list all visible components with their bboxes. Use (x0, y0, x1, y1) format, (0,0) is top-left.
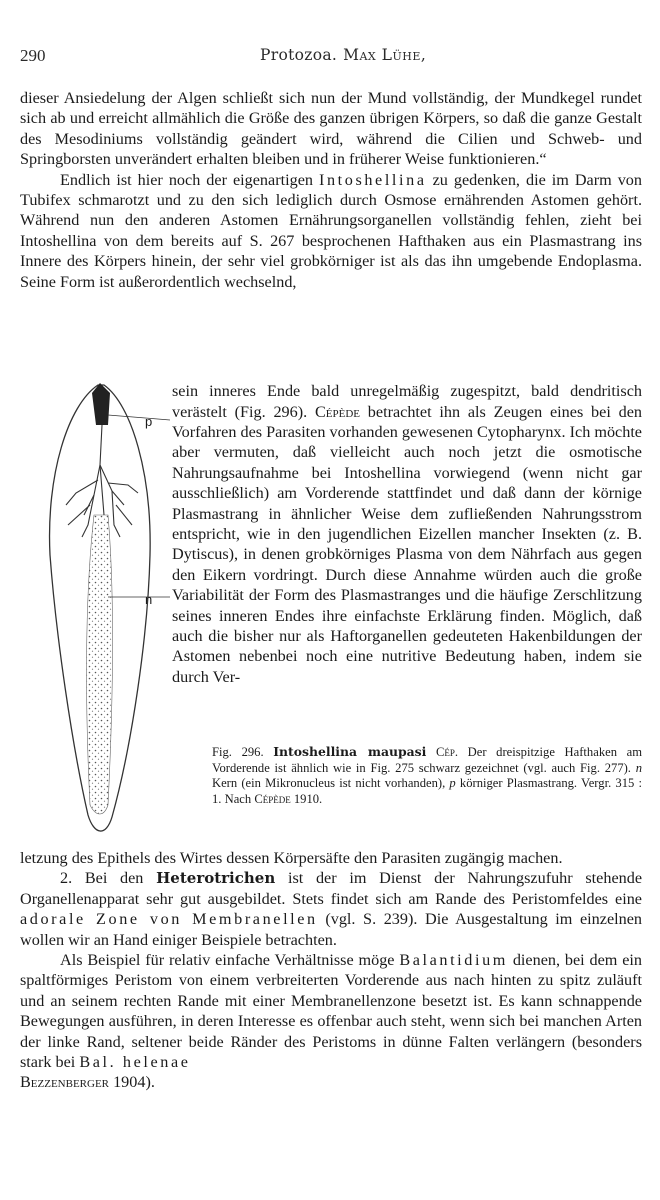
page-number: 290 (20, 46, 46, 65)
hook (92, 383, 110, 425)
nucleus (87, 515, 113, 814)
paragraph-intoshellina: Endlich ist hier noch der eigenartigen Intoshellina zu gedenken, die im Darm von Tubifex schmarotzt und zu den sich lediglich durch Osmose ernährenden Astomen gehört. Während nun den anderen Astomen Ernährungsorganellen vollständig fehlen, zieht bei Intoshellina von dem bereits auf S. 267 besprochenen Hafthaken aus ein Plasmastrang ins Innere des Körpers hinein, der sehr viel grobkörniger ist als das ihn umgebende Endoplasma. Seine Form ist außerordentlich wechselnd, (20, 170, 642, 291)
author-name: Max Lühe, (343, 46, 427, 64)
paragraph-continuation: dieser Ansiedelung der Algen schließt sich nun der Mund vollständig, der Mundkegel rundet sich ab und erreicht allmählich die Größe des ganzen übrigen Körpers, so daß die ganze Gestalt des Mesodiniums vollständig geändert wird, während die Cilien und Schweb- und Springborsten unverändert erhalten bleiben und in früherer Weise funktionieren.“ (20, 89, 642, 169)
page-header (20, 46, 640, 70)
figure-label-n: n (145, 592, 153, 607)
paragraph-balantidium: Als Beispiel für relativ einfache Verhältnisse möge Balantidium dienen, bei dem ein spaltförmiges Peristom von einem verbreiterten Vorderende aus nach hinten zu spitz zuläuft und an seinem rechten Rande mit einer Membranellenzone besetzt ist. Es kann schnappende Bewegungen ausführen, in deren Interesse es offenbar auch steht, wenn sich bei manchen Arten der linke Rand, seltener beide Ränder des Peristoms in dünne Falten verlängern (besonders stark bei Bal. helenae Bezzenberger 1904). (20, 951, 642, 1092)
term-heterotrichen: Heterotrichen (156, 869, 276, 888)
paragraph-continuation-bottom: letzung des Epithels des Wirtes dessen Körpersäfte den Parasiten zugängig machen. (20, 849, 563, 867)
paragraph-wrapped: sein inneres Ende bald unregelmäßig zugespitzt, bald dendritisch verästelt (Fig. 296). Cépède betrachtet ihn als Zeugen eines bei den Vorfahren des Parasiten vorhanden gewesenen Cytopharynx. Ich möchte aber vermuten, daß vielleicht auch noch jetzt die osmotische Nahrungsaufnahme bei Intoshellina vorwiegend (wenn nicht gar ausschließlich) am Vorderende stattfindet und daß dann der körnige Plasmastrang in ähnlicher Weise dem zufließenden Nahrungsstrom entspricht, wie in den jugendlichen Eizellen mancher Insekten (z. B. Dytiscus), in denen grobkörniges Plasma von dem Nährfach aus gegen den Eikern vordringt. Durch diese Annahme würden auch die große Variabilität der Form des Plasmastranges und die häufige Zerschlitzung seines inneren Endes ihre einfachste Erklärung finden. Möglich, daß auch die bisher nur als Haftorganellen gedeuteten Hakenbildungen der Astomen nebenbei noch eine nutritive Bedeutung haben, indem sie durch Ver- (172, 382, 642, 686)
author-cepede: Cépède (314, 402, 360, 421)
genus-intoshellina: Intoshellina (318, 170, 427, 189)
species-bal-helenae: Bal. helenae (79, 1053, 191, 1072)
caption-source: Cépède 1910. (254, 791, 323, 806)
body-text-bottom (20, 848, 642, 1093)
caption-species: Intoshellina maupasi (273, 744, 427, 759)
genus-balantidium: Balantidium (399, 951, 508, 970)
term-adorale-zone: adorale Zone von Membranellen (20, 910, 318, 929)
figure-label-p: p (145, 414, 153, 429)
running-title: Protozoa. Max Lühe, (260, 46, 427, 64)
body-text-top (20, 88, 642, 292)
body-text-wrap (172, 365, 642, 703)
figure-caption: Fig. 296. Intoshellina maupasi Cép. Der dreispitzige Hafthaken am Vorderende ist ähnlich wie in Fig. 275 schwarz gezeichnet (vgl. auch Fig. 277). n Kern (ein Mikronucleus ist nicht vorhanden), p körniger Plasmastrang. Vergr. 315 : 1. Nach Cépède 1910. (212, 744, 643, 806)
paragraph-heterotrichen: 2. Bei den Heterotrichen ist der im Dienst der Nahrungszufuhr stehende Organellenapparat sehr gut ausgebildet. Stets findet sich am Rande des Peristomfeldes eine adorale Zone von Membranellen (vgl. S. 239). Die Ausgestaltung im einzelnen wollen wir an Hand einiger Beispiele betrachten. (20, 869, 642, 949)
ref-bezzenberger: Bezzenberger (20, 1073, 110, 1092)
